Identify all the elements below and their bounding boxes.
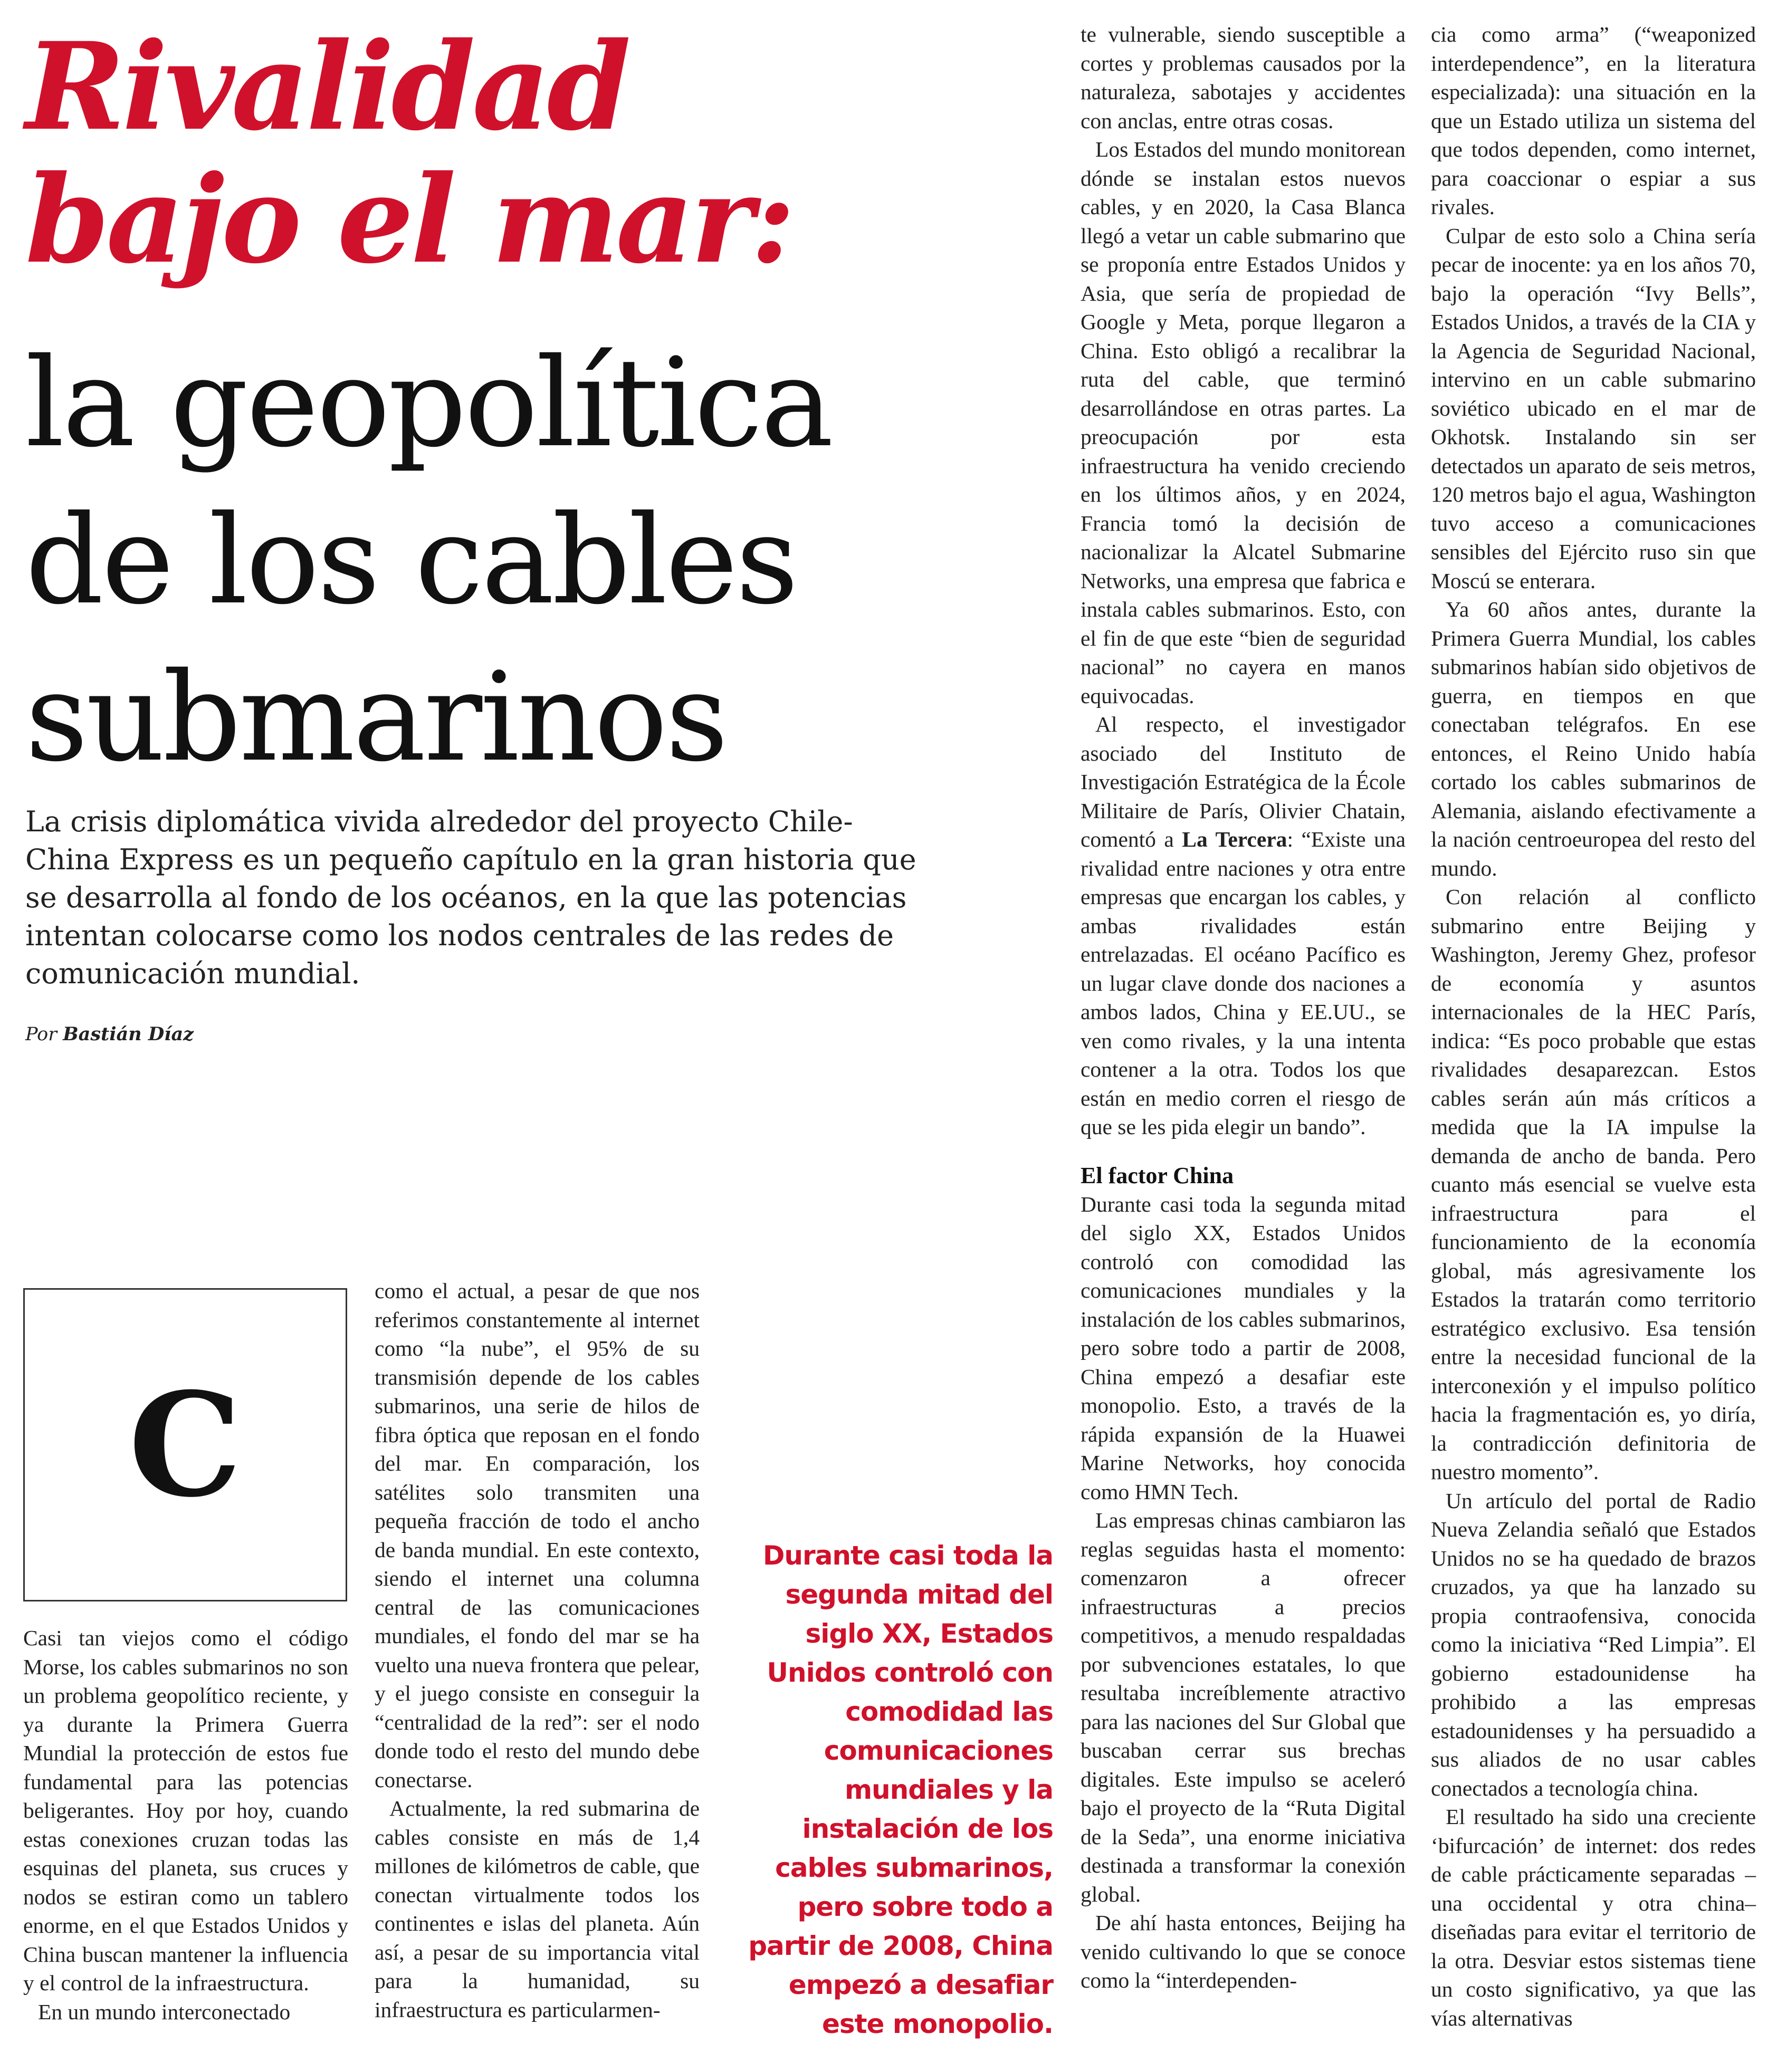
paragraph: De ahí hasta entonces, Beijing ha venido cultivando lo que se conoce como la “interdependen- xyxy=(1081,1911,1406,1992)
headline-title: la geopolítica de los cables submarinos xyxy=(25,332,832,789)
dropcap-box: C xyxy=(23,1288,347,1601)
byline-author: Bastián Díaz xyxy=(63,1023,194,1045)
lede: La crisis diplomática vivida alrededor del proyecto Chile-China Express es un pequeño capítulo en la gran historia que se desarrolla al fondo de los océanos, en la que las potencias intentan colocarse como los nodos centrales de las redes de comunicación mundial. xyxy=(25,805,916,990)
paragraph: Las empresas chinas cambiaron las reglas seguidas hasta el momento: comenzaron a ofrecer infraestructuras a precios competitivos, a menudo respaldadas por subvenciones estatales, lo que resultaba increíblemente atractivo para las naciones del Sur Global que buscaban cerrar sus brechas digitales. Este impulso se aceleró bajo el proyecto de la “Ruta Digital de la Seda”, una enorme iniciativa destinada a transformar la conexión global. xyxy=(1081,1508,1406,1906)
headline-kicker: Rivalidad bajo el mar: xyxy=(25,16,792,290)
paragraph: Culpar de esto solo a China sería pecar de inocente: ya en los años 70, bajo la operación “Ivy Bells”, Estados Unidos, a través de la CIA y la Agencia de Seguridad Nacional, intervino en un cable submarino soviético ubicado en el mar de Okhotsk. Instalando sin ser detectados un aparato de seis metros, 120 metros bajo el agua, Washington tuvo acceso a comunicaciones sensibles del Ejército ruso sin que Moscú se enterara. xyxy=(1431,223,1756,593)
paragraph: cia como arma” (“weaponized interdependence”, en la literatura especializada): una situación en la que un Estado utiliza un sistema del que todos dependen, como internet, para coaccionar o espiar a sus rivales. xyxy=(1431,22,1756,219)
pull-quote: Durante casi toda la segunda mitad del siglo XX, Estados Unidos controló con comodidad las comunicaciones mundiales y la instalación de los cables submarinos, pero sobre todo a partir de 2008, China empezó a desafiar este monopolio. xyxy=(748,1540,1053,2039)
paragraph: como el actual, a pesar de que nos referimos constantemente al internet como “la nube”, el 95% de su transmisión depende de los cables submarinos, una serie de hilos de fibra óptica que reposan en el fondo del mar. En comparación, los satélites solo transmiten una pequeña fracción de todo el ancho de banda mundial. En este contexto, siendo el internet una columna central de las comunicaciones mundiales, el fondo del mar se ha vuelto una nueva frontera que pelear, y el juego consiste en conseguir la “centralidad de la red”: ser el nodo donde todo el resto del mundo debe conectarse. xyxy=(375,1279,700,1792)
paragraph: En un mundo interconectado xyxy=(38,1999,291,2024)
byline xyxy=(25,1023,194,1045)
column-3 xyxy=(1081,20,1406,1995)
paragraph: te vulnerable, siendo susceptible a cortes y problemas causados por la naturaleza, sabotajes y accidentes con anclas, entre otras cosas. xyxy=(1081,22,1406,133)
paragraph-text: : “Existe una rivalidad entre naciones y otra entre empresas que encargan los cables, y ambas rivalidades están entrelazadas. El océano Pacífico es un lugar clave donde dos naciones a ambos lados, China y EE.UU., se ven como rivales, y la una intenta contener a la otra. Todos los que están en medio corren el riesgo de que se les pida elegir un bando”. xyxy=(1081,827,1406,1139)
byline-prefix: Por xyxy=(25,1024,57,1045)
paragraph: El resultado ha sido una creciente ‘bifurcación’ de internet: dos redes de cable prácticamente separadas –una occidental y otra china– diseñadas para evitar el territorio de la otra. Desviar estos sistemas tiene un costo significativo, ya que las vías alternativas xyxy=(1431,1805,1756,2030)
paragraph: Un artículo del portal de Radio Nueva Zelandia señaló que Estados Unidos no se ha quedado de brazos cruzados, ya que ha lanzado su propia contraofensiva, conocida como la iniciativa “Red Limpia”. El gobierno estadounidense ha prohibido a las empresas estadounidenses y ha persuadido a sus aliados de no usar cables conectados a tecnología china. xyxy=(1431,1488,1756,1800)
paragraph: Actualmente, la red submarina de cables consiste en más de 1,4 millones de kilómetros de cable, que conectan virtualmente todos los continentes e islas del planeta. Aún así, a pesar de su importancia vital para la humanidad, su infraestructura es particularmen- xyxy=(375,1796,700,2022)
paragraph: Los Estados del mundo monitorean dónde se instalan estos nuevos cables, y en 2020, la Casa Blanca llegó a vetar un cable submarino que se proponía entre Estados Unidos y Asia, que sería de propiedad de Google y Meta, porque llegaron a China. Esto obligó a recalibrar la ruta del cable, que terminó desarrollándose en otras partes. La preocupación por esta infraestructura ha venido creciendo en los últimos años, y en 2024, Francia tomó la decisión de nacionalizar la Alcatel Submarine Networks, una empresa que fabrica e instala cables submarinos. Esto, con el fin de que este “bien de seguridad nacional” no cayera en manos equivocadas. xyxy=(1081,137,1406,708)
paragraph: Casi tan viejos como el código Morse, los cables submarinos no son un problema geopolítico reciente, y ya durante la Primera Guerra Mundial la protección de estos fue fundamental para las potencias beligerantes. Hoy por hoy, cuando estas conexiones cruzan todas las esquinas del planeta, sus cruces y nodos se estiran como un tablero enorme, en el que Estados Unidos y China buscan mantener la influencia y el control de la infraestructura. xyxy=(23,1626,348,1995)
paragraph xyxy=(1081,710,1406,1141)
column-1 xyxy=(23,1624,348,2026)
column-4 xyxy=(1431,20,1756,2032)
paragraph-text: Al respecto, el investigador asociado del Instituto de Investigación Estratégica de la École Militaire de París, Olivier Chatain, comentó a xyxy=(1081,712,1406,851)
subheading: El factor China xyxy=(1081,1162,1234,1188)
paragraph: Con relación al conflicto submarino entre Beijing y Washington, Jeremy Ghez, profesor de economía y asuntos internacionales de la HEC París, indica: “Es poco probable que estas rivalidades desaparezcan. Estos cables serán aún más críticos a medida que la IA impulse la demanda de ancho de banda. Pero cuanto más esencial se vuelve esta infraestructura para el funcionamiento de la economía global, más agresivamente los Estados la tratarán como territorio estratégico exclusivo. Esa tensión entre la necesidad funcional de la interconexión y el impulso político hacia la fragmentación es, yo diría, la contradicción definitoria de nuestro momento”. xyxy=(1431,885,1756,1484)
column-2 xyxy=(375,1277,700,2024)
publication-name: La Tercera xyxy=(1182,827,1287,851)
paragraph: Ya 60 años antes, durante la Primera Guerra Mundial, los cables submarinos habían sido objetivos de guerra, en tiempos en que conectaban telégrafos. En ese entonces, el Reino Unido había cortado los cables submarinos de Alemania, aislando efectivamente a la nación centroeuropea del resto del mundo. xyxy=(1431,597,1756,880)
paragraph: Durante casi toda la segunda mitad del siglo XX, Estados Unidos controló con comodidad las comunicaciones mundiales y la instalación de los cables submarinos, pero sobre todo a partir de 2008, China empezó a desafiar este monopolio. Esto, a través de la rápida expansión de la Huawei Marine Networks, hoy conocida como HMN Tech. xyxy=(1081,1192,1406,1504)
